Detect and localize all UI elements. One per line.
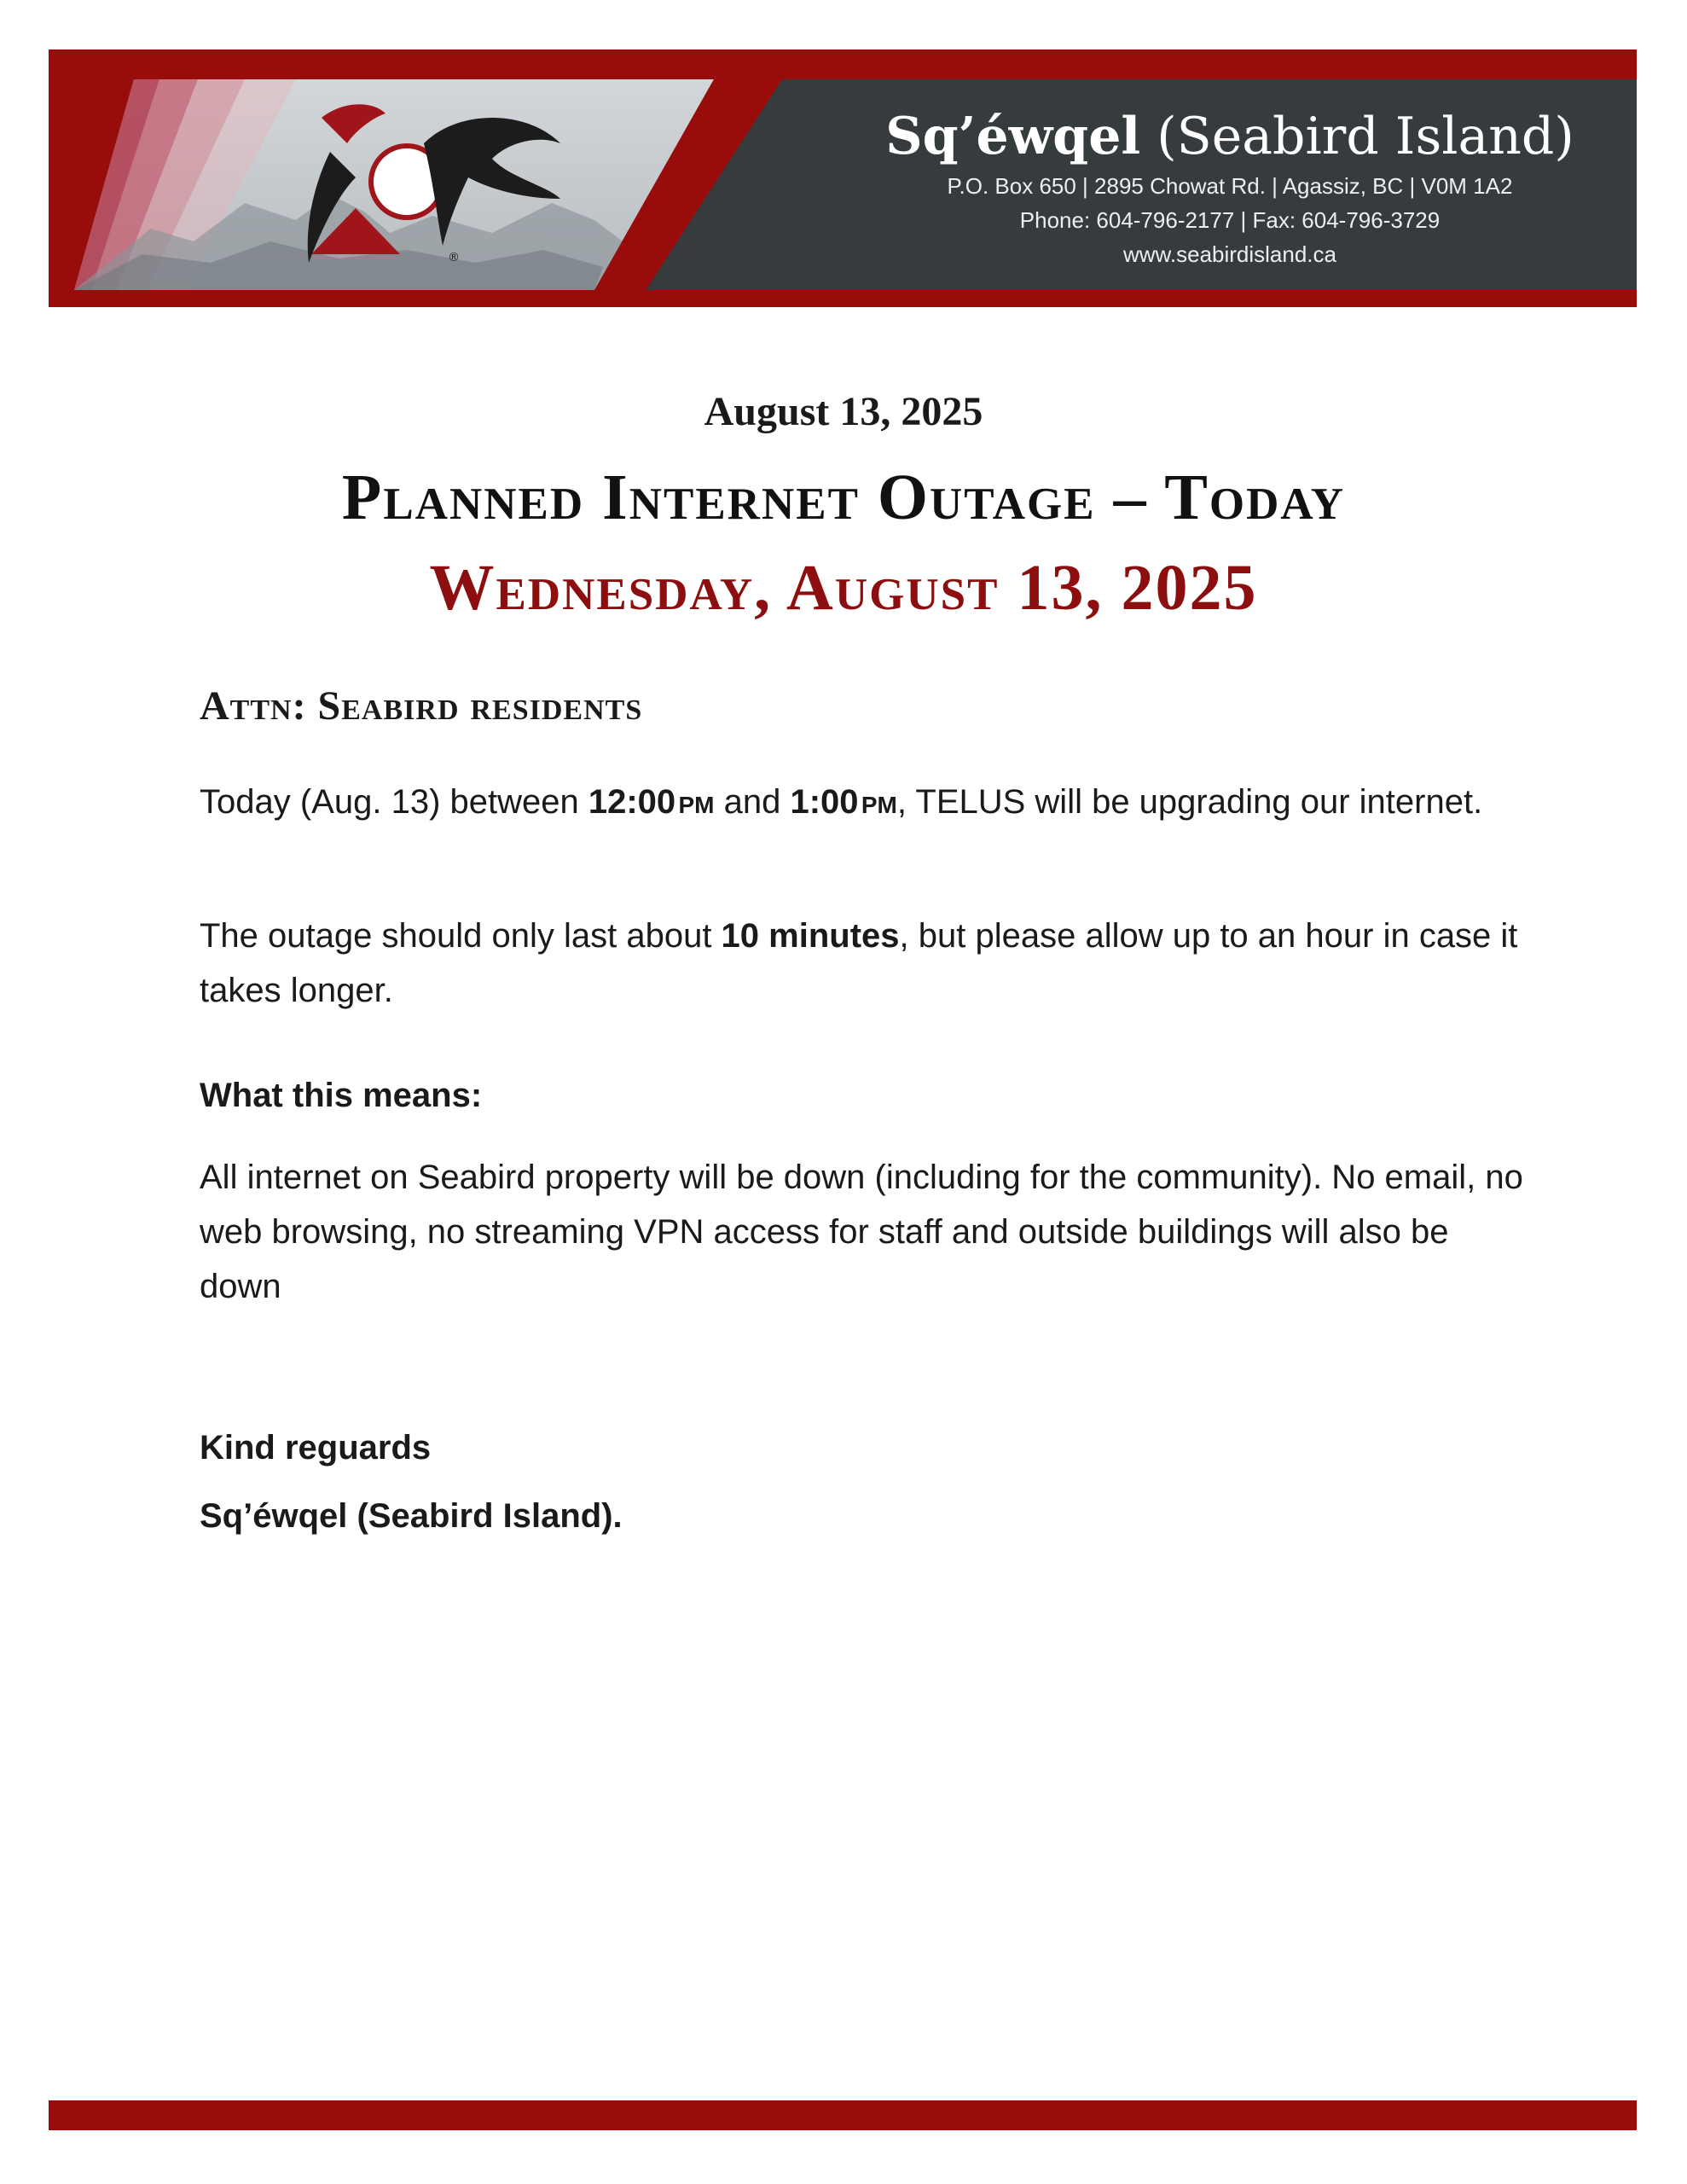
- p2-text-1: The outage should only last about: [200, 917, 722, 955]
- start-time: 12:00: [588, 783, 676, 821]
- end-time-ampm: pm: [861, 783, 897, 821]
- organization-phone-fax: Phone: 604-796-2177 | Fax: 604-796-3729: [1019, 207, 1441, 233]
- footer-bar: [49, 2100, 1637, 2130]
- closing-line-1: Kind reguards: [200, 1429, 432, 1467]
- outage-duration: 10 minutes: [721, 917, 900, 955]
- notice-title: Planned Internet Outage – Today: [341, 462, 1346, 533]
- start-time-ampm: pm: [678, 783, 715, 821]
- attention-line: Attn: Seabird residents: [200, 683, 643, 729]
- closing-line-2: Sq’éwqel (Seabird Island).: [200, 1497, 623, 1535]
- organization-address: P.O. Box 650 | 2895 Chowat Rd. | Agassiz, BC | V0M 1A2: [947, 173, 1513, 199]
- organization-name-rest: (Seabird Island): [1140, 107, 1574, 166]
- p1-text-2: and: [714, 783, 791, 821]
- closing-signature: [200, 1414, 623, 1550]
- letterhead-banner: [49, 49, 1637, 307]
- organization-website[interactable]: www.seabirdisland.ca: [1122, 241, 1336, 267]
- end-time: 1:00: [790, 783, 859, 821]
- what-this-means-heading: What this means:: [200, 1077, 483, 1114]
- outage-time-paragraph: [200, 775, 1530, 829]
- organization-name: [748, 104, 1687, 169]
- impact-paragraph: All internet on Seabird property will be down (including for the community). No email, no web browsing, no streaming VPN access for staff and outside buildings will also be down: [200, 1159, 1523, 1305]
- svg-text:®: ®: [448, 251, 460, 264]
- p2-text-2: , but please allow up to an hour in case it takes longer.: [200, 917, 1518, 1009]
- organization-info: [748, 104, 1687, 271]
- notice-date: August 13, 2025: [704, 389, 983, 434]
- outage-duration-paragraph: [200, 909, 1530, 1018]
- notice-subtitle: Wednesday, August 13, 2025: [429, 552, 1258, 624]
- organization-name-bold: Sq’éwqel: [885, 107, 1141, 166]
- p1-text-1: Today (Aug. 13) between: [200, 783, 588, 821]
- p1-text-3: , TELUS will be upgrading our internet.: [896, 783, 1483, 821]
